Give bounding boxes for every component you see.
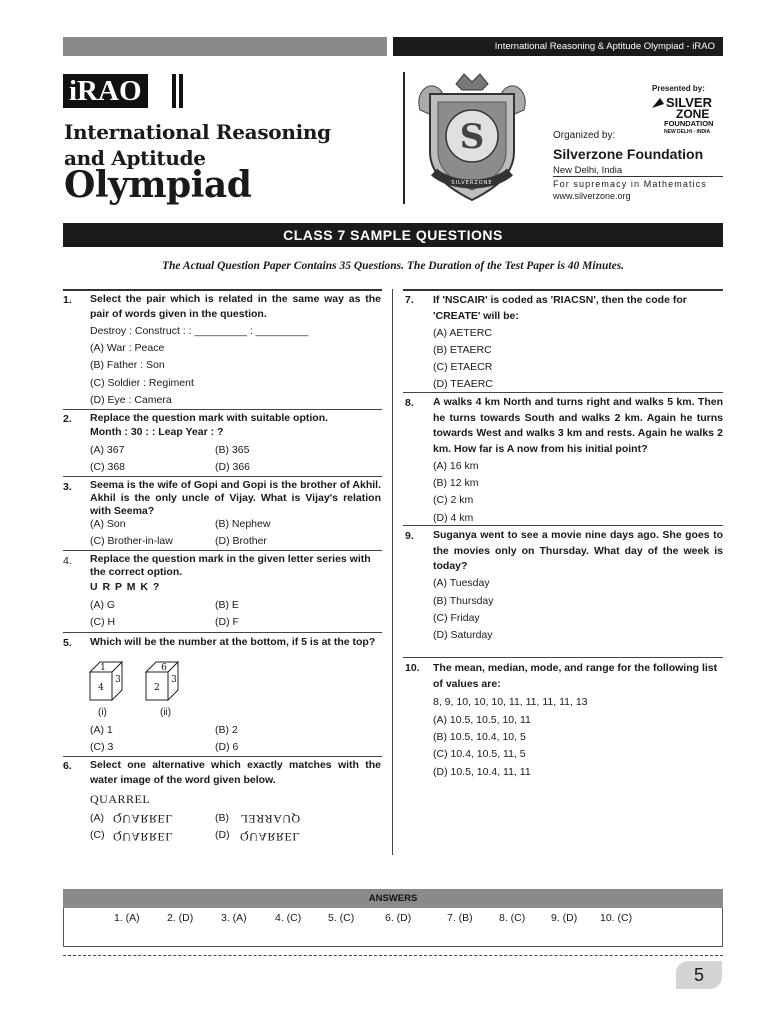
divider (403, 392, 723, 393)
question-sub: U R P M K ? (90, 581, 161, 593)
option-a: (A) 367 (90, 444, 125, 456)
question-word: QUARREL (90, 792, 151, 806)
option-a (113, 811, 173, 826)
presented-by-label: Presented by: (652, 84, 705, 93)
question-sub: Month : 30 : : Leap Year : ? (90, 426, 224, 438)
section-banner: CLASS 7 SAMPLE QUESTIONS (63, 223, 723, 247)
option-d: (D) Eye : Camera (90, 394, 172, 406)
dice-2-side: 3 (171, 675, 177, 685)
divider (63, 756, 382, 757)
option-c: (C) 10.4, 10.5, 11, 5 (433, 748, 526, 760)
answer-item: 1. (A) (114, 912, 140, 924)
answer-item: 7. (B) (447, 912, 473, 924)
option-d: (D) Saturday (433, 629, 493, 641)
dice-1-label: (i) (98, 707, 107, 718)
question-text: Which will be the number at the bottom, if 5 is at the top? (90, 636, 376, 648)
answer-item: 10. (C) (600, 912, 633, 924)
answer-item: 9. (D) (551, 912, 578, 924)
option-c: (C) H (90, 616, 116, 628)
option-a: (A) G (90, 599, 116, 611)
option-c: (C) 368 (90, 461, 126, 473)
divider (63, 632, 382, 633)
title-line-3: Olympiad (64, 164, 252, 206)
option-a: (A) 1 (90, 724, 113, 736)
option-b: (B) 12 km (433, 477, 479, 489)
question-text: The mean, median, mode, and range for the following list of values are: (433, 662, 718, 690)
dice-2-front: 2 (154, 683, 160, 693)
question-text: Select the pair which is related in the same way as the pair of words given in the question. (90, 293, 381, 320)
divider (63, 550, 382, 551)
sz-logo-mid: ZONE (676, 107, 710, 121)
question-text: A walks 4 km North and turns right and walks 5 km. Then he turns towards South and walks 2 km. Again he turns towards West and walks 3 km and rests. Again he walks 2 km. How far is A now from his initial point? (433, 396, 723, 455)
option-c: (C) ETAECR (433, 361, 493, 373)
option-a: (A) Tuesday (433, 577, 490, 589)
option-c: (C) Friday (433, 612, 480, 624)
option-b: (B) 10.5, 10.4, 10, 5 (433, 731, 526, 743)
organized-by-label: Organized by: (553, 130, 616, 141)
answer-item: 8. (C) (499, 912, 526, 924)
question-number: 6. (63, 760, 72, 772)
answer-item: 6. (D) (385, 912, 412, 924)
question-text: Suganya went to see a movie nine days ago. She goes to the movies only on Thursday. What day of the week is today? (433, 529, 723, 572)
option-d: (D) 366 (215, 461, 251, 473)
organizer-city: New Delhi, India (553, 165, 623, 176)
column-divider (392, 289, 393, 855)
option-b: (B) Thursday (433, 595, 494, 607)
option-a: (A) War : Peace (90, 342, 165, 354)
option-c-image: QUARREL (113, 830, 174, 844)
option-c-label: (C) (90, 829, 105, 841)
option-c: (C) 2 km (433, 494, 474, 506)
question-text: Select one alternative which exactly matches with the water image of the word given below. (90, 759, 381, 786)
option-c: (C) Soldier : Regiment (90, 377, 194, 389)
option-b: (B) 365 (215, 444, 250, 456)
sz-logo-city: NEW DELHI - INDIA (664, 129, 711, 134)
dice-figure-icon (88, 656, 198, 706)
header-grey-bar (63, 37, 387, 56)
divider (63, 409, 382, 410)
option-a-image: QUARREL (113, 812, 174, 826)
option-b: (B) Father : Son (90, 359, 165, 371)
question-number: 5. (63, 637, 72, 649)
header-divider (403, 72, 405, 204)
question-number: 7. (405, 294, 414, 306)
divider (403, 289, 723, 291)
dice-2 (146, 662, 178, 700)
page-number: 5 (676, 961, 722, 989)
option-b: (B) Nephew (215, 518, 271, 530)
question-number: 9. (405, 530, 414, 542)
header-title-bar (393, 37, 723, 56)
title-line-1: International Reasoning (64, 120, 331, 144)
question-number: 3. (63, 481, 72, 493)
answers-title: ANSWERS (63, 889, 723, 908)
question-number: 2. (63, 413, 72, 425)
option-d: (D) F (215, 616, 239, 628)
answer-item: 2. (D) (167, 912, 194, 924)
irao-logo: iRAO (63, 74, 148, 108)
answer-item: 4. (C) (275, 912, 302, 924)
question-sub: Destroy : Construct : : _________ : _________ (90, 325, 309, 337)
option-c: (C) Brother-in-law (90, 535, 173, 547)
option-a: (A) Son (90, 518, 126, 530)
option-b-label: (B) (215, 812, 229, 824)
option-c (113, 829, 173, 844)
exam-note: The Actual Question Paper Contains 35 Questions. The Duration of the Test Paper is 40 Minutes. (161, 260, 625, 272)
question-number: 8. (405, 397, 414, 409)
question-text: Replace the question mark with suitable option. (90, 412, 329, 424)
dice-1-side: 3 (115, 675, 121, 685)
svg-text:S: S (459, 117, 485, 157)
option-b-image: QUARREL (240, 812, 301, 826)
crest-text: SILVERZONE (451, 180, 493, 186)
option-d (240, 829, 300, 844)
option-a: (A) 10.5, 10.5, 10, 11 (433, 714, 531, 726)
organizer-divider (553, 176, 723, 177)
option-d: (D) 6 (215, 741, 239, 753)
option-d: (D) 4 km (433, 512, 474, 524)
question-text: Seema is the wife of Gopi and Gopi is the brother of Akhil. Akhil is the only uncle of Vijay. What is Vijay's relation with Seema? (90, 479, 381, 517)
option-d-label: (D) (215, 829, 230, 841)
option-b: (B) E (215, 599, 239, 611)
option-b: (B) ETAERC (433, 344, 492, 356)
option-a: (A) 16 km (433, 460, 479, 472)
option-d: (D) Brother (215, 535, 267, 547)
option-b (240, 811, 300, 826)
divider (63, 289, 382, 291)
question-sub: 8, 9, 10, 10, 10, 11, 11, 11, 11, 13 (433, 696, 588, 708)
sz-logo-bottom: FOUNDATION (664, 119, 714, 128)
divider (403, 657, 723, 658)
crest-emblem-icon (412, 72, 532, 206)
question-text: If 'NSCAIR' is coded as 'RIACSN', then the code for 'CREATE' will be: (433, 294, 687, 322)
divider (63, 476, 382, 477)
silverzone-logo-icon (650, 94, 722, 134)
organizer-website: www.silverzone.org (553, 191, 631, 201)
divider (403, 525, 723, 526)
option-d: (D) 10.5, 10.4, 11, 11 (433, 766, 531, 778)
question-number: 1. (63, 294, 72, 306)
dice-2-top: 6 (161, 663, 167, 673)
header-title: International Reasoning & Aptitude Olympiad - iRAO (494, 41, 715, 52)
option-a: (A) AETERC (433, 327, 492, 339)
dice-1 (90, 662, 122, 700)
sz-logo-top: SILVER (666, 95, 712, 110)
answer-item: 3. (A) (221, 912, 247, 924)
title-line-2: and Aptitude (64, 146, 206, 170)
question-number: 4. (63, 555, 72, 567)
dice-1-top: 1 (100, 663, 106, 673)
question-text: Replace the question mark in the given letter series with the correct option. (90, 553, 371, 578)
option-b: (B) 2 (215, 724, 238, 736)
answer-item: 5. (C) (328, 912, 355, 924)
logo-bars (172, 74, 186, 108)
option-a-label: (A) (90, 812, 104, 824)
option-d: (D) TEAERC (433, 378, 493, 390)
option-d-image: QUARREL (240, 830, 301, 844)
cut-line (63, 955, 723, 956)
dice-1-front: 4 (98, 683, 104, 693)
option-c: (C) 3 (90, 741, 114, 753)
dice-2-label: (ii) (160, 707, 172, 718)
organizer-name: Silverzone Foundation (553, 146, 704, 162)
organizer-tagline: For supremacy in Mathematics (553, 179, 707, 189)
question-number: 10. (405, 662, 420, 674)
